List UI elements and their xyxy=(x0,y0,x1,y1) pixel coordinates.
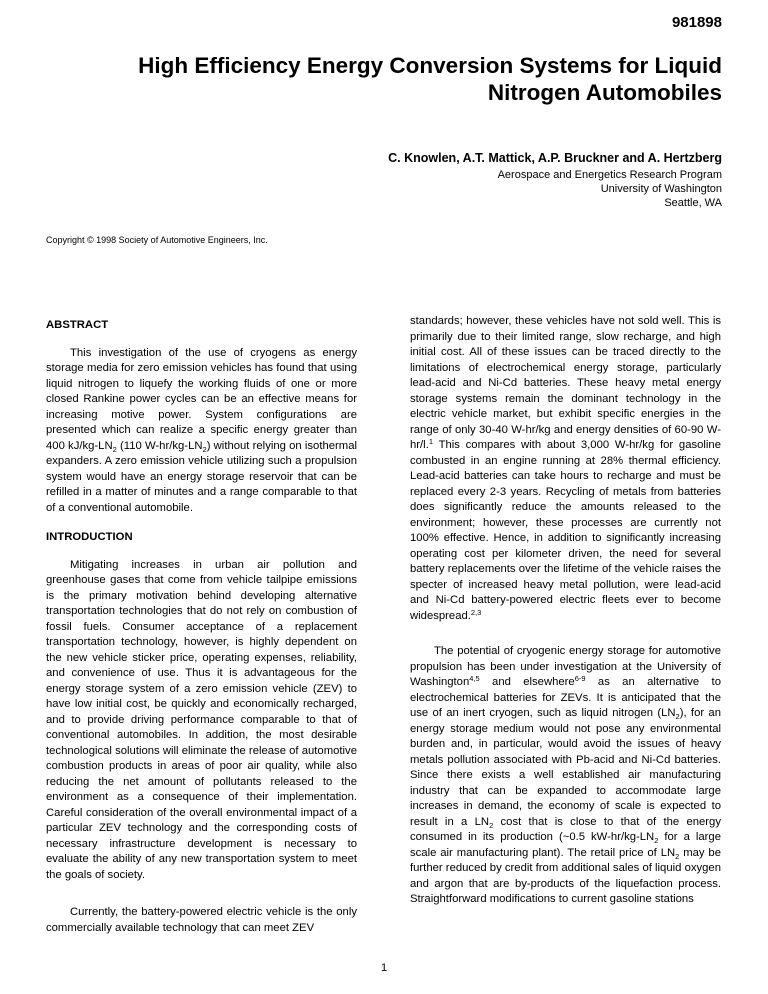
affiliation-line: Seattle, WA xyxy=(664,197,722,209)
affiliation xyxy=(498,168,722,210)
left-column xyxy=(46,314,357,950)
body-paragraph: standards; however, these vehicles have not sold well. This is primarily due to their limited range, slow recharge, and high initial cost. All of these issues can be traced directly to the limitations of electrochemical energy storage, particularly lead-acid and Ni-Cd batteries. These heavy metal energy storage systems remain the dominant technology in the electric vehicle market, but exhibit specific energies in the range of only 30-40 W-hr/kg and energy densities of 60-90 W-hr/l.$^1$ This compares with about 3,000 W-hr/kg for gasoline combusted in an engine running at 28% thermal efficiency. Lead-acid batteries can take hours to recharge and must be replaced every 2-3 years. Recycling of metals from batteries does significantly reduce the amounts released to the environment; however, these processes are currently not 100% effective. Hence, in addition to significantly increasing operating cost per kilometer driven, the need for several battery replacements over the lifetime of the vehicle raises the specter of increased heavy metal pollution, were lead-acid and Ni-Cd battery-powered electric fleets ever to become widespread.$^{2,3}$ xyxy=(410,315,721,622)
affiliation-line: University of Washington xyxy=(600,183,722,195)
paper-number: 981898 xyxy=(671,14,722,31)
body-paragraph: The potential of cryogenic energy storage for automotive propulsion has been under investigation at the University of Washington$^{4,5}$ and elsewhere$^{6-9}$ as an alternative to electrochemical batteries for ZEVs. It is anticipated that the use of an inert cryogen, such as liquid nitrogen $(LN_2)$, for an energy storage medium would not pose any environmental burden and, in particular, would avoid the issues of heavy metals pollution associated with Pb-acid and Ni-Cd batteries. Since there exists a well established air manufacturing industry that can be expanded to accommodate large increases in demand, the economy of scale is expected to result in a $LN_2$ cost that is close to that of the energy consumed in its production (~0.5 $kW-hr/kg-LN_2$ for a large scale air manufacturing plant). The retail price of $LN_2$ may be further reduced by credit from additional sales of liquid oxygen and argon that are by-products of the liquefaction process. Straightforward modifications to current gasoline stations xyxy=(410,645,722,905)
abstract-paragraph: This investigation of the use of cryogens as energy storage media for zero emission vehicles has found that using liquid nitrogen to liquefy the working fluids of one or more closed Rankine power cycles can be an effective means for increasing motive power. System configurations are presented which can realize a specific energy greater than 400 $kJ/kg-LN_2$ (110 $W-hr/kg-LN_2$) without relying on isothermal expanders. A zero emission vehicle utilizing such a propulsion system would have an energy storage reservoir that can be refilled in a matter of minutes and a range comparable to that of a conventional automobile. xyxy=(46,346,357,514)
right-column xyxy=(410,314,721,922)
abstract-heading: ABSTRACT xyxy=(46,319,109,331)
paper-title: High Efficiency Energy Conversion Systems for Liquid Nitrogen Automobiles xyxy=(138,53,722,105)
affiliation-line: Aerospace and Energetics Research Program xyxy=(497,169,722,181)
page-number: 1 xyxy=(380,962,388,974)
introduction-heading: INTRODUCTION xyxy=(46,531,133,543)
introduction-paragraph: Currently, the battery-powered electric vehicle is the only commercially available technology that can meet ZEV xyxy=(46,906,357,934)
introduction-paragraph: Mitigating increases in urban air pollution and greenhouse gases that come from vehicle tailpipe emissions is the primary motivation behind developing alternative transportation technologies that do not rely on combustion of fossil fuels. Consumer acceptance of a replacement transportation technology, however, is highly dependent on the new vehicle sticker price, operating expenses, reliability, and convenience of use. Thus it is advantageous for the energy storage system of a zero emission vehicle (ZEV) to have low initial cost, be quickly and economically recharged, and to provide driving performance comparable to that of conventional automobiles. In addition, the most desirable technological solutions will eliminate the release of automotive combustion products in areas of poor air quality, while also reducing the net amount of pollutants released to the environment as a consequence of their implementation. Careful consideration of the overall environmental impact of a particular ZEV technology and the corresponding costs of necessary infrastructure development is necessary to evaluate the ability of any new transportation system to meet the goals of society. xyxy=(46,558,357,881)
author-list: C. Knowlen, A.T. Mattick, A.P. Bruckner and A. Hertzberg xyxy=(388,151,722,165)
copyright-notice: Copyright © 1998 Society of Automotive Engineers, Inc. xyxy=(46,235,268,245)
